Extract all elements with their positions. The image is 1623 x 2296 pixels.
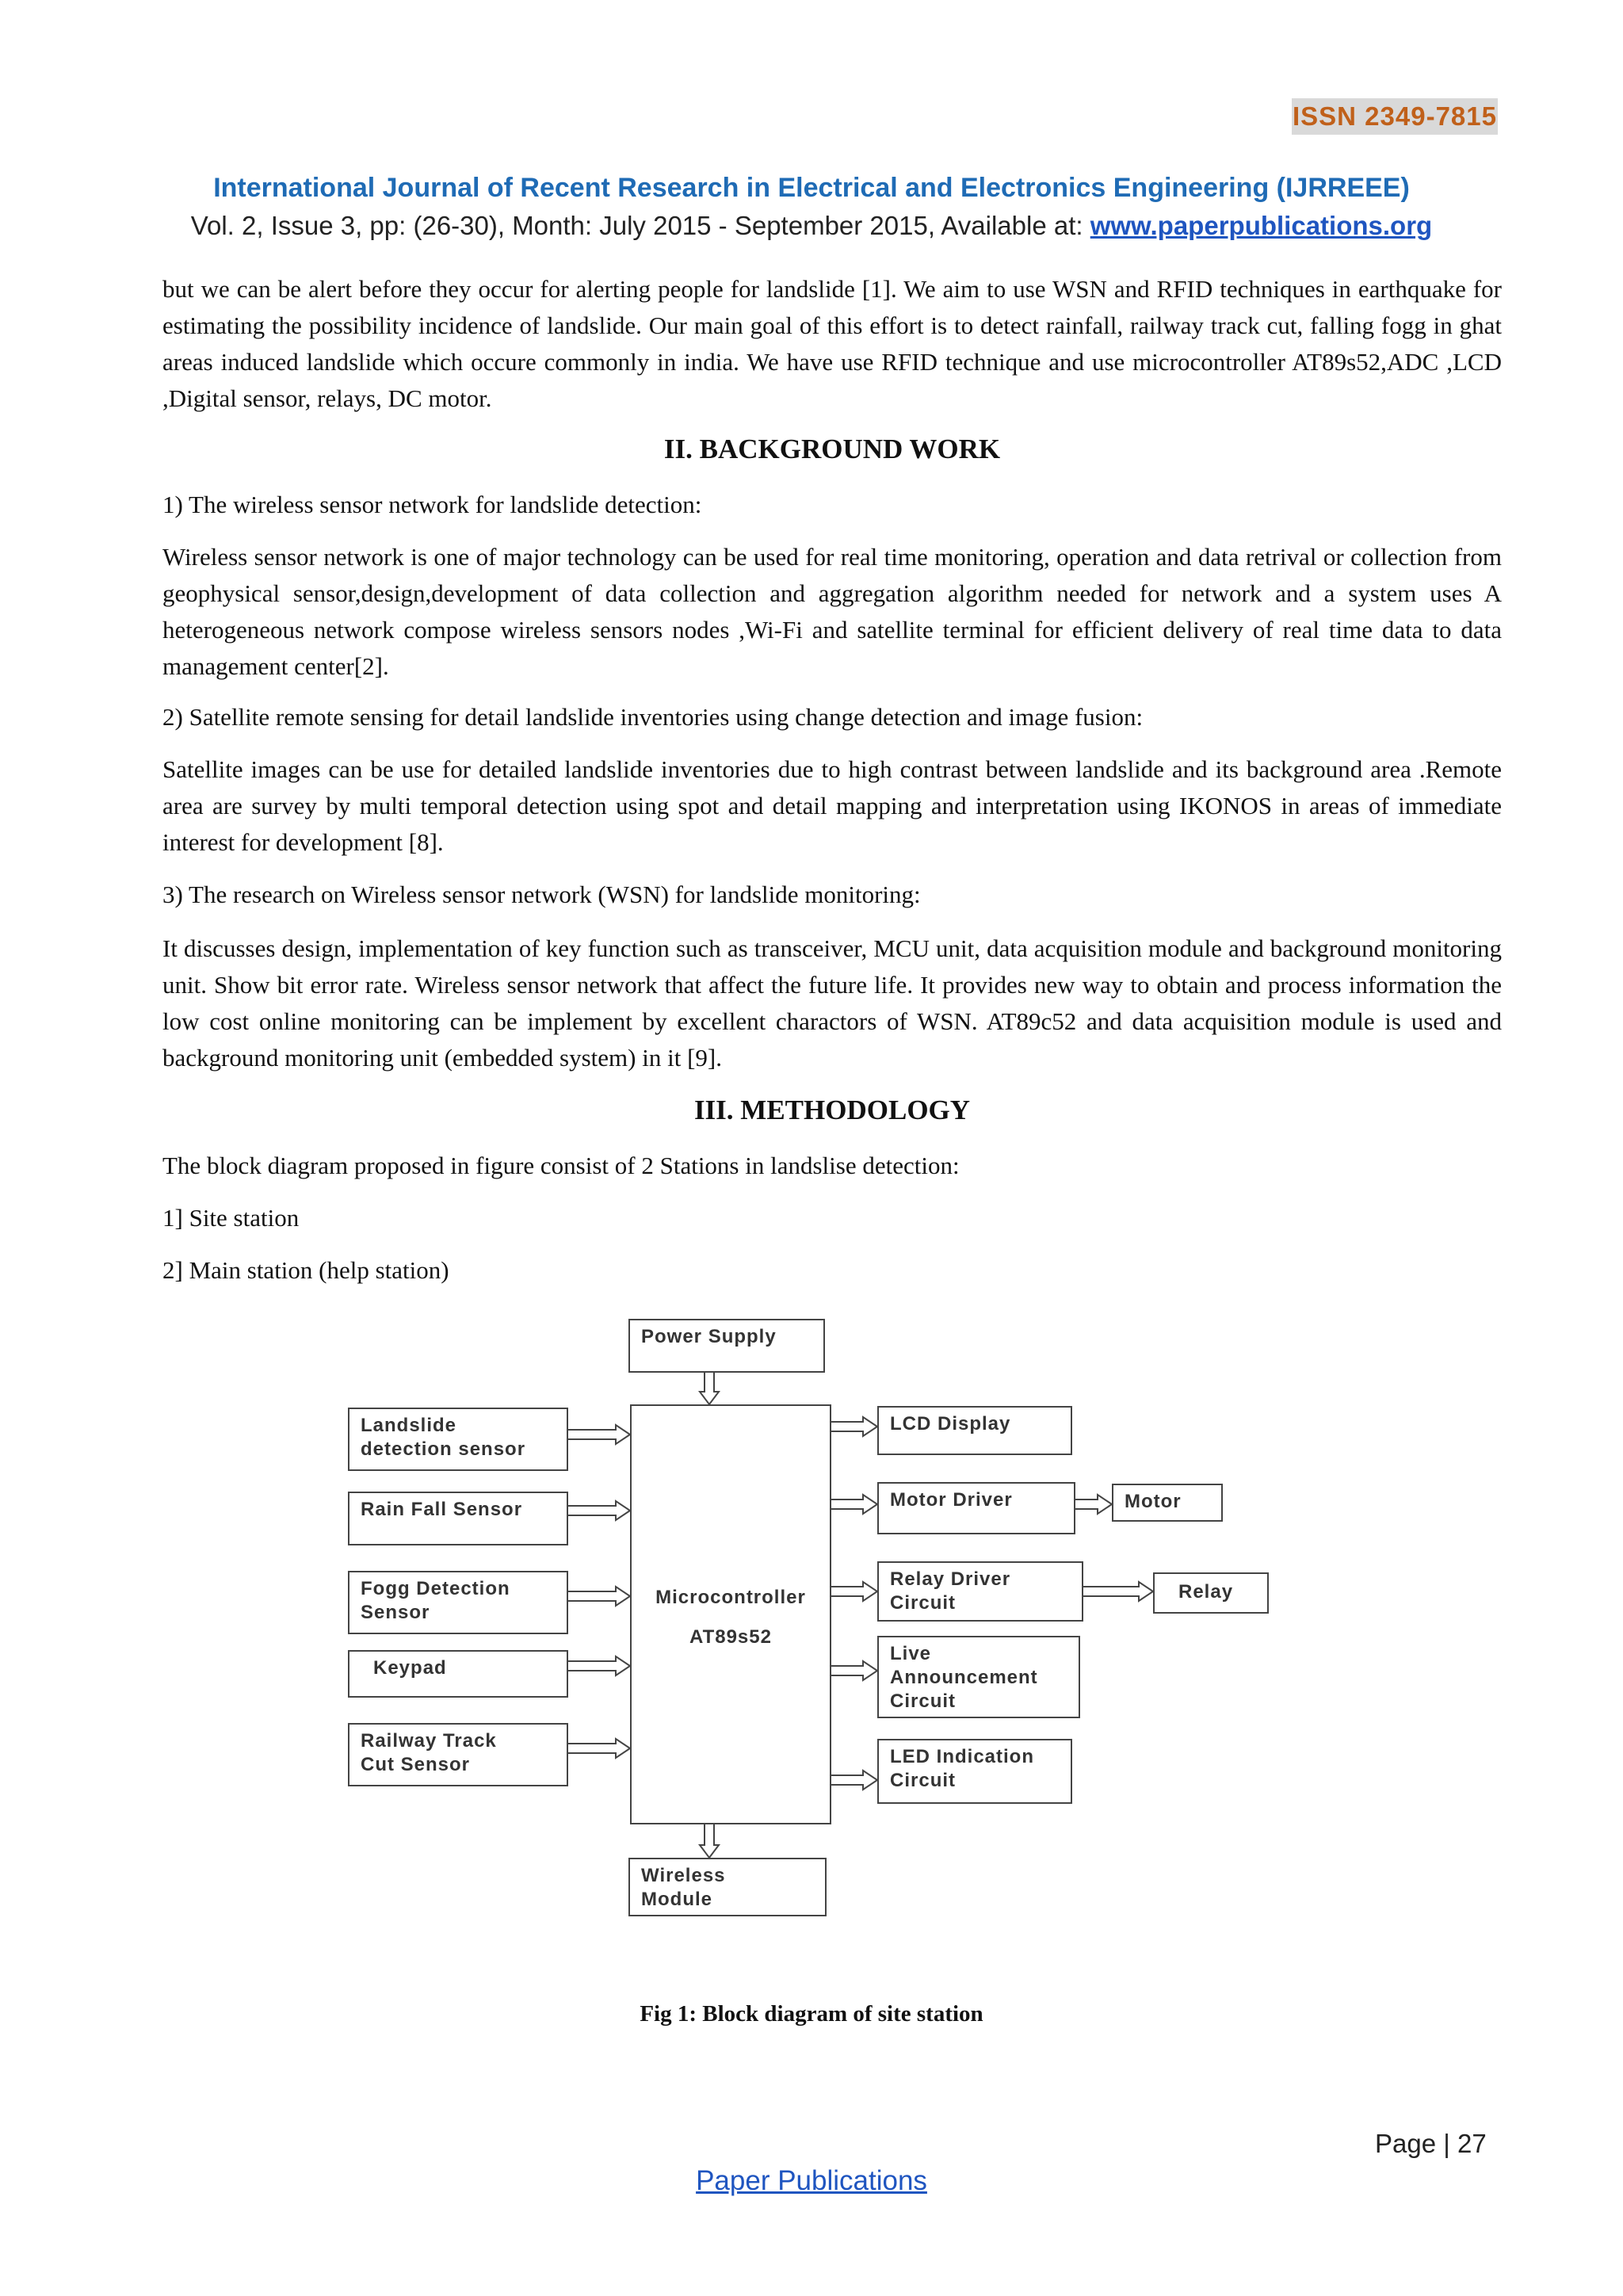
- publisher-footer-link[interactable]: Paper Publications: [696, 2165, 927, 2196]
- arrow-fogg-to-mcu: [568, 1587, 630, 1606]
- motor-label: Motor: [1125, 1491, 1182, 1512]
- arrow-rainfall-to-mcu: [568, 1501, 630, 1520]
- relay-label: Relay: [1178, 1581, 1234, 1603]
- rainfall-sensor-block: [348, 1492, 568, 1545]
- item-2-text: Satellite images can be use for detailed landslide inventories due to high contrast between landslide and its background area .Remote area are survey by multi temporal detection using spot and detail mapping and interpretation using IKONOS in areas of immediate interest for development [8].: [162, 755, 1502, 856]
- item-3-text-block: [162, 930, 1502, 1076]
- article-body: [162, 271, 1502, 417]
- announcement-line1: Live: [890, 1643, 932, 1664]
- section-heading-methodology: III. METHODOLOGY: [693, 1095, 971, 1125]
- station-2-block: [162, 1252, 1502, 1289]
- power-supply-label: Power Supply: [641, 1326, 777, 1347]
- arrow-railway-to-mcu: [568, 1739, 630, 1758]
- motor-driver-block: [877, 1482, 1075, 1534]
- landslide-sensor-block: [348, 1408, 568, 1471]
- led-indication-line1: LED Indication: [890, 1746, 1034, 1767]
- relay-driver-line2: Circuit: [890, 1592, 957, 1614]
- item-1-text-block: [162, 539, 1502, 685]
- item-3-block: [162, 877, 1502, 913]
- item-1-title: 1) The wireless sensor network for landslide detection:: [162, 491, 702, 518]
- arrow-mcu-to-lcd: [830, 1417, 877, 1436]
- volume-text: Vol. 2, Issue 3, pp: (26-30), Month: July 2015 - September 2015, Available at:: [190, 211, 1090, 240]
- journal-title: International Journal of Recent Research in Electrical and Electronics Engineering (IJRREEE): [213, 173, 1410, 203]
- station-1: 1] Site station: [162, 1204, 300, 1232]
- landslide-sensor-line1: Landslide: [361, 1415, 457, 1436]
- wireless-label-line1: Wireless: [641, 1865, 726, 1886]
- power-supply-block: [628, 1319, 825, 1373]
- arrow-mcu-to-relay-driver: [830, 1582, 877, 1601]
- motor-block: [1112, 1484, 1223, 1522]
- fogg-sensor-block: [348, 1571, 568, 1634]
- led-indication-block: [877, 1739, 1072, 1804]
- method-intro: The block diagram proposed in figure consist of 2 Stations in landslise detection:: [162, 1152, 960, 1179]
- mcu-label-line2: AT89s52: [689, 1626, 772, 1648]
- issn-badge: ISSN 2349-7815: [1292, 98, 1498, 135]
- announcement-line3: Circuit: [890, 1690, 957, 1712]
- section-2: [162, 431, 1502, 468]
- figure-caption: Fig 1: Block diagram of site station: [640, 2001, 983, 2027]
- method-intro-block: [162, 1148, 1502, 1184]
- item-3-text: It discusses design, implementation of key function such as transceiver, MCU unit, data acquisition module and background monitoring unit. Show bit error rate. Wireless sensor network that affect the future life. It provides new way to obtain and process information the low cost online monitoring can be implement by excellent charactors of WSN. AT89c52 and data acquisition module is used and background monitoring unit (embedded system) in it [9].: [162, 934, 1502, 1072]
- fogg-sensor-line1: Fogg Detection: [361, 1578, 510, 1599]
- microcontroller-block: [630, 1404, 831, 1824]
- arrow-relay-driver-to-relay: [1083, 1582, 1153, 1601]
- fogg-sensor-line2: Sensor: [361, 1602, 430, 1623]
- arrow-mcu-to-led: [830, 1771, 877, 1790]
- arrow-motor-driver-to-motor: [1075, 1495, 1112, 1514]
- landslide-sensor-line2: detection sensor: [361, 1438, 526, 1460]
- led-indication-line2: Circuit: [890, 1770, 957, 1791]
- arrow-power-to-mcu: [700, 1373, 719, 1404]
- intro-paragraph: but we can be alert before they occur for alerting people for landslide [1]. We aim to use WSN and RFID techniques in earthquake for estimating the possibility incidence of landslide. Our main goal of this effort is to detect rainfall, railway track cut, falling fogg in ghat areas induced landslide which occure commonly in india. We have use RFID technique and use microcontroller AT89s52,ADC ,LCD ,Digital sensor, relays, DC motor.: [162, 275, 1502, 412]
- wireless-label-line2: Module: [641, 1889, 712, 1910]
- railway-sensor-line1: Railway Track: [361, 1730, 497, 1752]
- item-2-title: 2) Satellite remote sensing for detail landslide inventories using change detection and image fusion:: [162, 703, 1144, 731]
- arrow-mcu-to-wireless: [700, 1824, 719, 1858]
- section-3: [162, 1092, 1502, 1129]
- section-heading-background: II. BACKGROUND WORK: [663, 434, 1001, 464]
- announcement-line2: Announcement: [890, 1667, 1038, 1688]
- lcd-display-block: [877, 1406, 1072, 1455]
- relay-block: [1153, 1572, 1269, 1614]
- railway-sensor-block: [348, 1723, 568, 1786]
- relay-driver-line1: Relay Driver: [890, 1568, 1011, 1590]
- journal-website-link[interactable]: www.paperpublications.org: [1090, 211, 1433, 240]
- wireless-module-block: [628, 1858, 827, 1916]
- item-1-text: Wireless sensor network is one of major technology can be used for real time monitoring, operation and data retrival or collection from geophysical sensor,design,development of data collection and aggregation algorithm needed for network and a system uses A heterogeneous network compose wireless sensors nodes ,Wi-Fi and satellite terminal for efficient delivery of real time data to data management center[2].: [162, 543, 1502, 680]
- keypad-label: Keypad: [373, 1657, 447, 1679]
- motor-driver-label: Motor Driver: [890, 1489, 1013, 1511]
- block-diagram: [337, 1316, 1272, 1918]
- item-3-title: 3) The research on Wireless sensor network (WSN) for landslide monitoring:: [162, 881, 921, 908]
- arrow-mcu-to-announcement: [830, 1661, 877, 1680]
- item-2-block: [162, 699, 1502, 735]
- rainfall-sensor-line1: Rain Fall Sensor: [361, 1499, 523, 1520]
- station-2: 2] Main station (help station): [162, 1256, 449, 1284]
- station-1-block: [162, 1200, 1502, 1236]
- arrow-mcu-to-motor-driver: [830, 1495, 877, 1514]
- item-2-text-block: [162, 751, 1502, 861]
- relay-driver-block: [877, 1561, 1083, 1622]
- lcd-display-label: LCD Display: [890, 1413, 1011, 1435]
- item-1-block: [162, 487, 1502, 523]
- page-number: Page | 27: [1375, 2129, 1487, 2158]
- journal-volume-line: [0, 211, 1623, 241]
- mcu-label-line1: Microcontroller: [655, 1587, 806, 1608]
- railway-sensor-line2: Cut Sensor: [361, 1754, 471, 1775]
- announcement-block: [877, 1636, 1080, 1718]
- arrow-landslide-to-mcu: [568, 1425, 630, 1444]
- arrow-keypad-to-mcu: [568, 1656, 630, 1675]
- keypad-block: [348, 1650, 568, 1698]
